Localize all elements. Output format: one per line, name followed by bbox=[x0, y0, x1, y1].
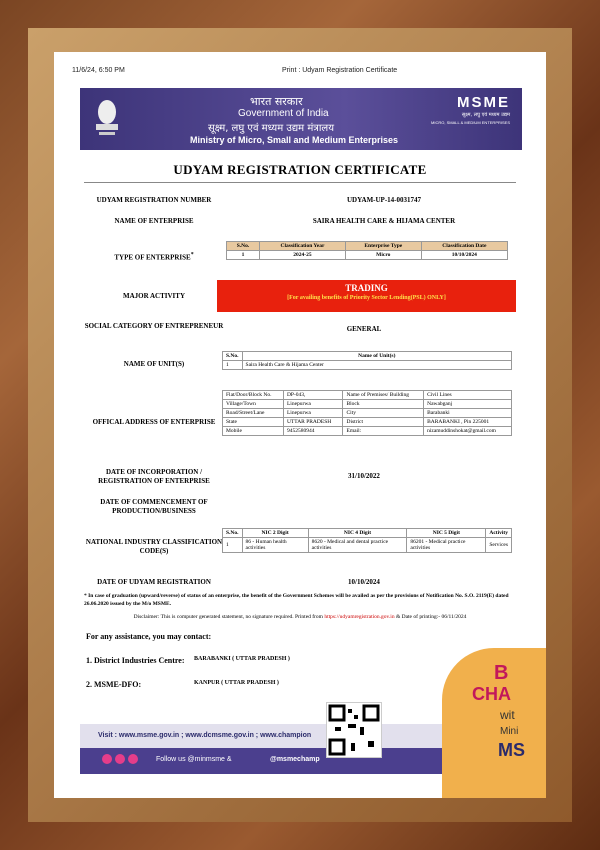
address-table: Flat/Door/Block No. DP-043, Name of Premises/ Building Civil Lines Village/Town Linepurwa Block Nawabganj Road/Street/Lane Linepurwa City Barabanki State UTTAR PRADESH District BARABANKI , Pin 225001 Mobile 9452580944 Email: nizamuddinshokat@gmail.com bbox=[222, 390, 512, 436]
title-rule bbox=[84, 182, 516, 183]
follow-us: Follow us @minmsme & bbox=[156, 756, 232, 763]
enterprise-type-label: TYPE OF ENTERPRISE* bbox=[114, 252, 194, 262]
champions-handle: @msmechamp bbox=[270, 756, 320, 763]
major-activity-box bbox=[217, 280, 516, 312]
address-label: OFFICAL ADDRESS OF ENTERPRISE bbox=[92, 418, 216, 426]
msme-dfo-label: 2. MSME-DFO: bbox=[86, 680, 142, 689]
champions-promo: B CHA wit Mini MS bbox=[442, 648, 546, 798]
qr-code-icon bbox=[326, 702, 382, 758]
print-datetime: 11/6/24, 6:50 PM bbox=[72, 67, 125, 74]
major-activity-label: MAJOR ACTIVITY bbox=[122, 292, 186, 300]
social-category-value: GENERAL bbox=[346, 325, 382, 333]
facebook-icon[interactable] bbox=[102, 754, 112, 764]
national-emblem-icon bbox=[90, 94, 124, 142]
hindi-government: भारत सरकार bbox=[250, 95, 303, 108]
units-table: S.No. Name of Unit(s) 1 Saira Health Care & Hijama Center bbox=[222, 351, 512, 370]
units-label: NAME OF UNIT(S) bbox=[123, 360, 185, 368]
msme-logo-hindi: सूक्ष्म, लघु एवं मध्यम उद्यम bbox=[461, 112, 510, 118]
incorporation-date-label: DATE OF INCORPORATION / REGISTRATION OF ENTERPRISE bbox=[98, 468, 210, 485]
udyam-date-label: DATE OF UDYAM REGISTRATION bbox=[97, 578, 211, 586]
msme-dfo-value: KANPUR ( UTTAR PRADESH ) bbox=[194, 680, 279, 686]
instagram-icon[interactable] bbox=[128, 754, 138, 764]
ministry-banner bbox=[80, 88, 522, 150]
graduation-note: * In case of graduation (upward/reverse) of status of an enterprise, the benefit of the Government Schemes will be availed as per the provisions of Notification No. S.O. 2119(E) dated 26.06.2020 issued by the M/o MSME. bbox=[84, 593, 509, 607]
enterprise-name-label: NAME OF ENTERPRISE bbox=[114, 217, 194, 225]
reg-number-label: UDYAM REGISTRATION NUMBER bbox=[96, 196, 212, 204]
certificate-title: UDYAM REGISTRATION CERTIFICATE bbox=[173, 162, 427, 177]
assistance-heading: For any assistance, you may contact: bbox=[86, 632, 212, 641]
certificate-page bbox=[54, 52, 546, 798]
dic-label: 1. District Industries Centre: bbox=[86, 656, 185, 665]
major-activity-value: TRADING bbox=[345, 283, 388, 293]
commencement-date-label: DATE OF COMMENCEMENT OF PRODUCTION/BUSINESS bbox=[100, 498, 208, 515]
nic-label: NATIONAL INDUSTRY CLASSIFICATION CODE(S) bbox=[85, 538, 223, 555]
visit-links: Visit : www.msme.gov.in ; www.dcmsme.gov.in ; www.champion bbox=[98, 732, 312, 739]
enterprise-type-table: S.No. Classification Year Enterprise Type Classification Date 1 2024-25 Micro 10/10/2024 bbox=[226, 241, 508, 260]
enterprise-name-value: SAIRA HEALTH CARE & HIJAMA CENTER bbox=[312, 217, 456, 225]
incorporation-date-value: 31/10/2022 bbox=[348, 472, 380, 480]
psl-note: [For availing benefits of Priority Sector Lending(PSL) ONLY] bbox=[287, 295, 446, 301]
social-icons bbox=[102, 754, 150, 768]
udyam-portal-link[interactable]: https://udyamregistration.gov.in bbox=[324, 614, 395, 620]
disclaimer: Disclaimer: This is computer generated statement, no signature required. Printed from https://udyamregistration.gov.in & Date of printing:- 06/11/2024 bbox=[133, 614, 467, 620]
print-title: Print : Udyam Registration Certificate bbox=[282, 67, 398, 74]
nic-table: S.No. NIC 2 Digit NIC 4 Digit NIC 5 Digit Activity 1 86 - Human health activities 8620 - Medical and dental practice activities 86201 - Medical practice activities Services bbox=[222, 528, 512, 553]
reg-number-value: UDYAM-UP-14-0031747 bbox=[346, 196, 421, 204]
ministry-name: Ministry of Micro, Small and Medium Enterprises bbox=[190, 135, 399, 145]
dic-value: BARABANKI ( UTTAR PRADESH ) bbox=[194, 656, 290, 662]
twitter-icon[interactable] bbox=[115, 754, 125, 764]
msme-logo: MSME bbox=[457, 94, 510, 111]
msme-logo-subtitle: MICRO, SMALL & MEDIUM ENTERPRISES bbox=[431, 120, 510, 125]
udyam-date-value: 10/10/2024 bbox=[348, 578, 380, 586]
social-category-label: SOCIAL CATEGORY OF ENTREPRENEUR bbox=[84, 322, 224, 330]
government-of-india: Government of India bbox=[238, 108, 329, 119]
hindi-ministry: सूक्ष्म, लघु एवं मध्यम उद्यम मंत्रालय bbox=[208, 123, 334, 134]
